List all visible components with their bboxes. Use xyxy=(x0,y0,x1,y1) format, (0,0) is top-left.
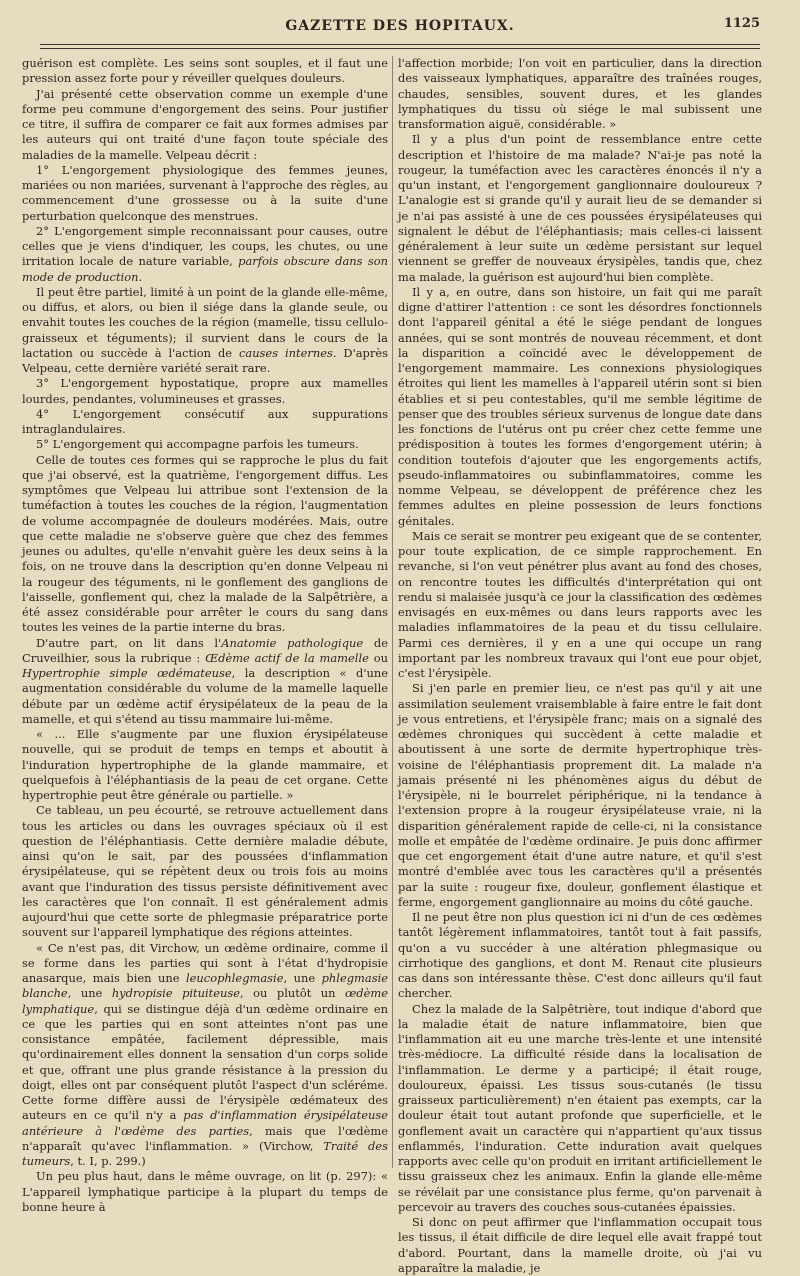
paragraph: Il peut être partiel, limité à un point de la glande elle-même, ou diffus, et alors, ou bien il siége dans la glande seule, ou envahit toutes les couches de la région (mamelle, tissu cellulo-graisseux et téguments); il survient dans le cours de la lactation ou succède à l'action de causes internes. D'après Velpeau, cette dernière variété serait rare. xyxy=(22,284,388,375)
header-rule-thin xyxy=(40,48,760,49)
paragraph: 2° L'engorgement simple reconnaissant pour causes, outre celles que je viens d'indiquer, les coups, les chutes, ou une irritation locale de nature variable, parfois obscure dans son mode de production. xyxy=(22,223,388,284)
column-divider xyxy=(392,56,393,1168)
paragraph: Ce tableau, un peu écourté, se retrouve actuellement dans tous les articles ou dans les ouvrages spéciaux où il est question de l'éléphantiasis. Cette dernière maladie débute, ainsi qu'on le sait, par des poussées d'inflammation érysipélateuse, qui se répètent deux ou trois fois au moins avant que l'induration des tissus persiste définitivement avec les caractères que l'on connaît. Il est généralement admis aujourd'hui que cette sorte de phlegmasie préparatrice porte souvent sur l'appareil lymphatique des régions atteintes. xyxy=(22,803,388,940)
paragraph: « ... Elle s'augmente par une fluxion érysipélateuse nouvelle, qui se produit de temps en temps et aboutit à l'induration hypertrophiphe de la glande mammaire, et quelquefois à l'éléphantiasis de la peau de cet organe. Cette hypertrophie peut être générale ou partielle. » xyxy=(22,727,388,802)
paragraph: Mais ce serait se montrer peu exigeant que de se contenter, pour toute explication, de ce simple rapprochement. En revanche, si l'on veut pénétrer plus avant au fond des choses, on rencontre toutes les difficultés d'interprétation qui ont rendu si malaisée jusqu'à ce jour la classification des œdèmes envisagés en eux-mêmes ou dans leurs rapports avec les maladies inflammatoires de la peau et du tissu cellulaire. Parmi ces dernières, il y en a une qui occupe un rang important par les nombreux travaux qui l'ont eue pour objet, c'est l'érysipèle. xyxy=(398,528,762,680)
paragraph: Il ne peut être non plus question ici ni d'un de ces œdèmes tantôt légèrement inflammatoires, tantôt tout à fait passifs, qu'on a vu succéder à une altération phlegmasique ou cirrhotique des ganglions, et dont M. Renaut cite plusieurs cas dans son intéressante thèse. C'est donc ailleurs qu'il faut chercher. xyxy=(398,910,762,1001)
paragraph: 3° L'engorgement hypostatique, propre aux mamelles lourdes, pendantes, volumineuses et grasses. xyxy=(22,376,388,406)
left-column xyxy=(22,56,388,1214)
paragraph: Si j'en parle en premier lieu, ce n'est pas qu'il y ait une assimilation seulement vraisemblable à faire entre le fait dont je vous entretiens, et l'érysipèle franc; mais on a signalé des œdèmes chroniques qui succèdent à cette maladie et aboutissent à une sorte de dermite hypertrophique très-voisine de l'éléphantiasis proprement dit. La malade n'a jamais présenté ni les phénomènes aigus du début de l'érysipèle, ni le bourrelet périphérique, ni la tendance à l'extension propre à la rougeur érysipélateuse vraie, ni la disparition généralement rapide de celle-ci, ni la consistance molle et empâtée de l'œdème ordinaire. Je puis donc affirmer que cet engorgement était d'une autre nature, et qu'il s'est montré d'emblée avec tous les caractères qu'il a présentés par la suite : rougeur fixe, douleur, gonflement élastique et ferme, engorgement ganglionnaire au moins du côté gauche. xyxy=(398,681,762,909)
journal-title: GAZETTE DES HOPITAUX. xyxy=(285,18,515,34)
page-header xyxy=(40,14,760,38)
paragraph: J'ai présenté cette observation comme un exemple d'une forme peu commune d'engorgement des seins. Pour justifier ce titre, il suffira de comparer ce fait aux formes admises par les auteurs qui ont traité d'une façon toute spéciale des maladies de la mamelle. Velpeau décrit : xyxy=(22,86,388,162)
paragraph: 4° L'engorgement consécutif aux suppurations intraglandulaires. xyxy=(22,406,388,436)
paragraph: Il y a plus d'un point de ressemblance entre cette description et l'histoire de ma malade? N'ai-je pas noté la rougeur, la tuméfaction avec les caractères énoncés il n'y a qu'un instant, et l'engorgement ganglionnaire douloureux ? L'analogie est si grande qu'il y aurait lieu de se demander si je n'ai pas assisté à une de ces poussées érysipélateuses qui signalent le début de l'éléphantiasis; mais celles-ci laissent généralement à leur suite un œdème persistant sur lequel viennent se greffer de nouveaux érysipèles, tandis que, chez ma malade, la guérison est aujourd'hui bien complète. xyxy=(398,132,762,284)
paragraph: D'autre part, on lit dans l'Anatomie pathologique de Cruveilhier, sous la rubrique : Œdème actif de la mamelle ou Hypertrophie simple œdémateuse, la description « d'une augmentation considérable du volume de la mamelle laquelle débute par un œdème actif érysipélateux de la peau de la mamelle, et qui s'étend au tissu mammaire lui-même. xyxy=(22,635,388,726)
paragraph: guérison est complète. Les seins sont souples, et il faut une pression assez forte pour y réveiller quelques douleurs. xyxy=(22,56,388,86)
page-number: 1125 xyxy=(723,16,760,31)
paragraph: 5° L'engorgement qui accompagne parfois les tumeurs. xyxy=(36,437,359,452)
paragraph: Un peu plus haut, dans le même ouvrage, on lit (p. 297): « L'appareil lymphatique participe à la plupart du temps de bonne heure à xyxy=(22,1169,388,1214)
paragraph: Il y a, en outre, dans son histoire, un fait qui me paraît digne d'attirer l'attention : ce sont les désordres fonctionnels dont l'appareil génital a été le siége pendant de longues années, qui se sont montrés de nouveau récemment, et dont la disparition a coïncidé avec le développement de l'engorgement mammaire. Les connexions physiologiques étroites qui lient les mamelles à l'appareil utérin sont si bien établies et si peu contestables, qu'il me semble légitime de penser que des troubles sérieux survenus de longue date dans les fonctions de l'utérus ont pu créer chez cette femme une prédisposition à toutes les formes d'engorgement utérin; à condition toutefois d'ajouter que les engorgements actifs, pseudo-inflammatoires ou subinflammatoires, comme les nomme Velpeau, se développent de préférence chez les femmes adultes en pleine possession de leurs fonctions génitales. xyxy=(398,284,762,528)
paragraph: « Ce n'est pas, dit Virchow, un œdème ordinaire, comme il se forme dans les parties qui sont à l'état d'hydropisie anasarque, mais bien une leucophlegmasie, une phlegmasie blanche, une hydropisie pituiteuse, ou plutôt un œdème lymphatique, qui se distingue déjà d'un œdème ordinaire en ce que les parties qui en sont atteintes n'ont pas une consistance empâtée, facilement dépressible, mais qu'ordinairement elles donnent la sensation d'un corps solide et que, offrant une plus grande résistance à la pression du doigt, elles ont par conséquent plutôt l'aspect d'un scléréme. Cette forme diffère aussi de l'érysipèle œdémateux des auteurs en ce qu'il n'y a pas d'inflammation érysipélateuse antérieure à l'œdème des parties, mais que l'œdème n'apparaît qu'avec l'inflammation. » (Virchow, Traité des tumeurs, t. I, p. 299.) xyxy=(22,940,388,1168)
paragraph: Si donc on peut affirmer que l'inflammation occupait tous les tissus, il était difficile de dire lequel elle avait frappé tout d'abord. Pourtant, dans la mamelle droite, où j'ai vu apparaître la maladie, je xyxy=(398,1215,762,1275)
paragraph: Chez la malade de la Salpêtrière, tout indique d'abord que la maladie était de nature inflammatoire, bien que l'inflammation ait eu une marche très-lente et une intensité très-médiocre. La difficulté réside dans la localisation de l'inflammation. Le derme y a participé; il était rouge, douloureux, épaissi. Les tissus sous-cutanés (le tissu graisseux particulièrement) n'en étaient pas exempts, car la douleur était tout autant profonde que superficielle, et le gonflement avait un caractère qui n'appartient qu'aux tissus enflammés, l'induration. Cette induration avait quelques rapports avec celle qu'on produit en irritant artificiellement le tissu graisseux chez les animaux. Enfin la glande elle-même se révélait par une consistance plus ferme, qu'on parvenait à percevoir au travers des couches sous-cutanées épaissies. xyxy=(398,1001,762,1214)
paragraph: Celle de toutes ces formes qui se rapproche le plus du fait que j'ai observé, est la quatrième, l'engorgement diffus. Les symptômes que Velpeau lui attribue sont l'extension de la tuméfaction à toutes les couches de la région, l'augmentation de volume accompagnée de douleurs modérées. Mais, outre que cette maladie ne s'observe guère que chez des femmes jeunes ou adultes, qu'elle n'envahit guère les deux seins à la fois, on ne trouve dans la description qu'en donne Velpeau ni la rougeur des téguments, ni le gonflement des ganglions de l'aisselle, gonflement qui, chez la malade de la Salpêtrière, a été assez considérable pour arrêter le cours du sang dans toutes les veines de la partie interne du bras. xyxy=(22,452,388,635)
paragraph: l'affection morbide; l'on voit en particulier, dans la direction des vaisseaux lymphatiques, apparaître des traînées rouges, chaudes, sensibles, souvent dures, et les glandes lymphatiques du tissu où siége le mal subissent une transformation aiguë, considérable. » xyxy=(398,56,762,131)
header-rule xyxy=(40,44,760,45)
right-column xyxy=(398,56,762,1275)
paragraph: 1° L'engorgement physiologique des femmes jeunes, mariées ou non mariées, survenant à l'approche des règles, au commencement d'une grossesse ou à la suite d'une perturbation quelconque des menstrues. xyxy=(22,162,388,223)
